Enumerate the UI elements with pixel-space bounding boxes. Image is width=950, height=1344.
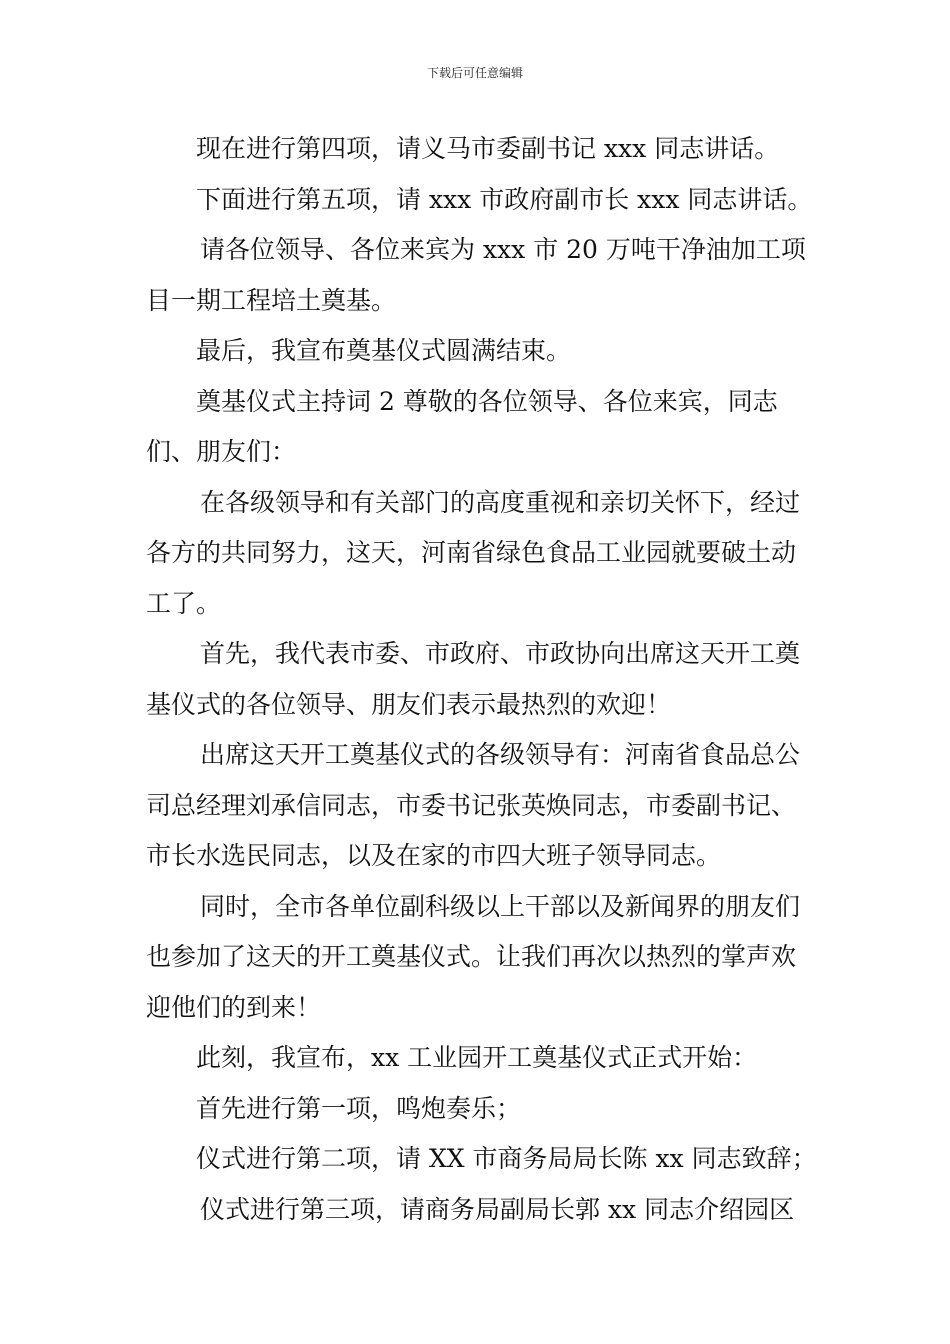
paragraph-speech-2-greeting: 奠基仪式主持词 2 尊敬的各位领导、各位来宾，同志们、朋友们： — [146, 386, 778, 466]
document-body — [146, 124, 818, 1235]
paragraph-item-3: 仪式进行第三项，请商务局副局长郭 xx 同志介绍园区 — [200, 1194, 795, 1224]
paragraph-intro: 在各级领导和有关部门的高度重视和亲切关怀下，经过各方的共同努力，这天，河南省绿色食品工业园就要破土动工了。 — [146, 487, 801, 618]
paragraph-groundbreaking: 请各位领导、各位来宾为 xxx 市 20 万吨干净油加工项目一期工程培土奠基。 — [146, 235, 806, 315]
paragraph-closing: 最后，我宣布奠基仪式圆满结束。 — [196, 336, 572, 365]
page-header-note: 下载后可任意编辑 — [426, 66, 523, 80]
paragraph-item-2: 仪式进行第二项，请 XX 市商务局局长陈 xx 同志致辞； — [196, 1144, 817, 1173]
paragraph-item-5: 下面进行第五项，请 xxx 市政府副市长 xxx 同志讲话。 — [196, 184, 813, 214]
paragraph-item-4: 现在进行第四项，请义马市委副书记 xxx 同志讲话。 — [196, 134, 780, 163]
paragraph-item-1: 首先进行第一项，鸣炮奏乐； — [196, 1093, 522, 1123]
paragraph-welcome: 首先，我代表市委、市政府、市政协向出席这天开工奠基仪式的各位领导、朋友们表示最热烈的欢迎！ — [146, 639, 801, 719]
paragraph-participants: 同时，全市各单位副科级以上干部以及新闻界的朋友们也参加了这天的开工奠基仪式。让我们再次以热烈的掌声欢迎他们的到来！ — [146, 891, 801, 1022]
paragraph-attendees: 出席这天开工奠基仪式的各级领导有：河南省食品总公司总经理刘承信同志，市委书记张英焕同志，市委副书记、市长水选民同志，以及在家的市四大班子领导同志。 — [146, 740, 801, 870]
paragraph-start: 此刻，我宣布，xx 工业园开工奠基仪式正式开始： — [196, 1043, 758, 1072]
